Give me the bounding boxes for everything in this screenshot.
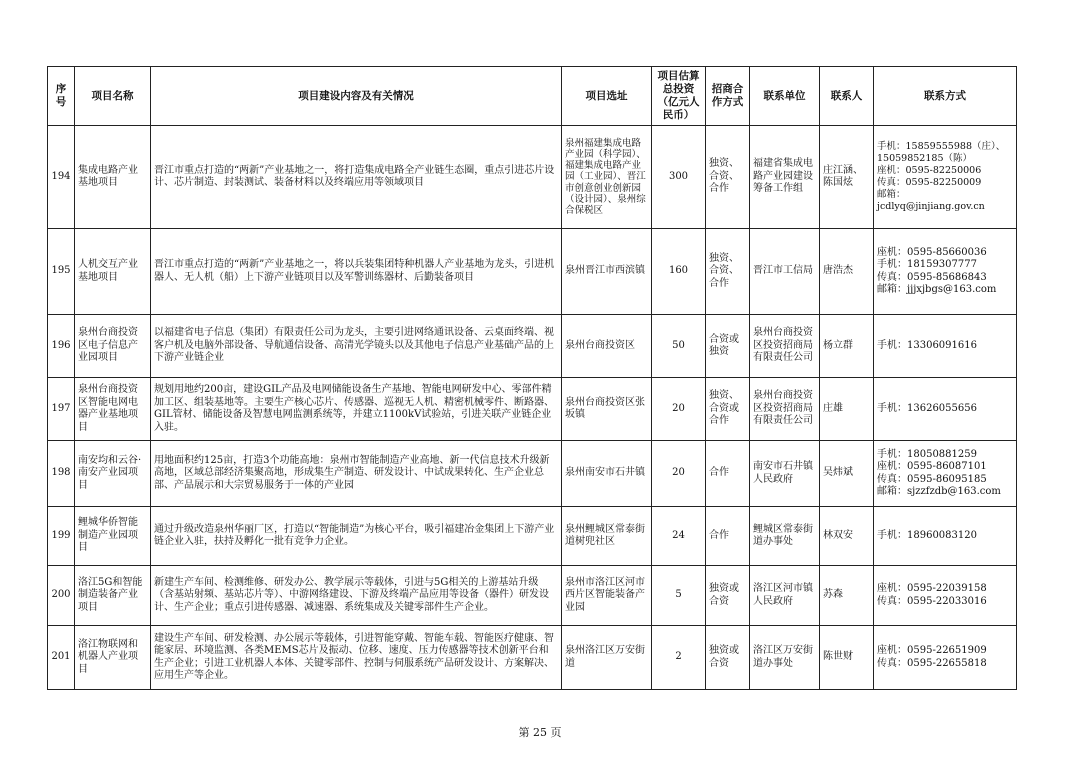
row-mode: 独资、合资或合作 bbox=[706, 378, 750, 441]
project-table bbox=[47, 66, 1017, 690]
page-number: 第 25 页 bbox=[518, 726, 562, 739]
row-contact: 手机：13626055656 bbox=[874, 378, 1017, 441]
row-content: 建设生产车间、研发检测、办公展示等载体，引进智能穿戴、智能车载、智能医疗健康、智能家居、环境监测、各类MEMS芯片及振动、位移、速度、压力传感器等技术创新平台和生产企业；引进工业机器人本体、关键零部件、控制与伺服系统产品研发设计、方案解决、应用生产等企业。 bbox=[151, 626, 562, 690]
row-contact: 手机：13306091616 bbox=[874, 315, 1017, 378]
row-mode: 独资、合资、合作 bbox=[706, 126, 750, 229]
row-mode: 独资或合资 bbox=[706, 626, 750, 690]
row-unit: 南安市石井镇人民政府 bbox=[750, 441, 820, 507]
row-unit: 泉州台商投资区投资招商局有限责任公司 bbox=[750, 315, 820, 378]
row-name: 泉州台商投资区电子信息产业园项目 bbox=[75, 315, 151, 378]
table-row bbox=[48, 566, 1017, 626]
row-investment: 50 bbox=[652, 315, 706, 378]
row-investment: 2 bbox=[652, 626, 706, 690]
row-contact: 手机：18050881259 座机：0595-86087101 传真：0595-86095185 邮箱：sjzzfzdb@163.com bbox=[874, 441, 1017, 507]
row-contact: 座机：0595-85660036 手机：18159307777 传真：0595-85686843 邮箱：jjjxjbgs@163.com bbox=[874, 229, 1017, 315]
row-seq: 195 bbox=[48, 229, 75, 315]
row-site: 泉州晋江市西滨镇 bbox=[562, 229, 652, 315]
header-seq: 序号 bbox=[48, 67, 75, 126]
table-row bbox=[48, 626, 1017, 690]
row-content: 规划用地约200亩，建设GIL产品及电网储能设备生产基地、智能电网研发中心、零部件精加工区、组装基地等。主要生产核心芯片、传感器、巡视无人机、精密机械零件、断路器、GIL管材、储能设备及智慧电网监测系统等，并建立1100kV试验站，引进关联产业链企业入驻。 bbox=[151, 378, 562, 441]
table-row bbox=[48, 315, 1017, 378]
row-content: 通过升级改造泉州华丽厂区，打造以“智能制造”为核心平台，吸引福建冶金集团上下游产业链企业入驻，扶持及孵化一批有竞争力企业。 bbox=[151, 507, 562, 566]
row-content: 以福建省电子信息（集团）有限责任公司为龙头，主要引进网络通讯设备、云桌面终端、视客户机及电脑外部设备、导航通信设备、高清光学镜头以及其他电子信息产业基础产品的上下游产业链企业 bbox=[151, 315, 562, 378]
table-row bbox=[48, 229, 1017, 315]
row-person: 苏森 bbox=[820, 566, 874, 626]
row-seq: 198 bbox=[48, 441, 75, 507]
row-investment: 20 bbox=[652, 441, 706, 507]
row-person: 唐浩杰 bbox=[820, 229, 874, 315]
row-content: 晋江市重点打造的“两新”产业基地之一，将打造集成电路全产业链生态圈，重点引进芯片设计、芯片制造、封装测试、装备材料以及终端应用等领域项目 bbox=[151, 126, 562, 229]
row-name: 鲤城华侨智能制造产业园项目 bbox=[75, 507, 151, 566]
row-unit: 洛江区河市镇人民政府 bbox=[750, 566, 820, 626]
table-row bbox=[48, 507, 1017, 566]
row-person: 杨立群 bbox=[820, 315, 874, 378]
row-unit: 福建省集成电路产业园建设筹备工作组 bbox=[750, 126, 820, 229]
header-content: 项目建设内容及有关情况 bbox=[151, 67, 562, 126]
row-person: 陈世财 bbox=[820, 626, 874, 690]
row-mode: 独资或合资 bbox=[706, 566, 750, 626]
row-name: 人机交互产业基地项目 bbox=[75, 229, 151, 315]
row-seq: 201 bbox=[48, 626, 75, 690]
table-row bbox=[48, 378, 1017, 441]
row-contact: 手机：15859555988（庄）、15059852185（陈） 座机：0595-82250006 传真：0595-82250009 邮箱：jcdlyq@jinjiang.gov.cn bbox=[874, 126, 1017, 229]
row-content: 用地面积约125亩，打造3个功能高地：泉州市智能制造产业高地、新一代信息技术升级新高地，区域总部经济集聚高地，形成集生产制造、研发设计、中试成果转化、生产企业总部、产品展示和大宗贸易服务于一体的产业园 bbox=[151, 441, 562, 507]
row-person: 林双安 bbox=[820, 507, 874, 566]
row-name: 洛江5G和智能制造装备产业项目 bbox=[75, 566, 151, 626]
row-name: 泉州台商投资区智能电网电器产业基地项目 bbox=[75, 378, 151, 441]
header-unit: 联系单位 bbox=[750, 67, 820, 126]
row-site: 泉州台商投资区 bbox=[562, 315, 652, 378]
row-mode: 独资、合资、合作 bbox=[706, 229, 750, 315]
header-contact: 联系方式 bbox=[874, 67, 1017, 126]
row-investment: 300 bbox=[652, 126, 706, 229]
row-site: 泉州南安市石井镇 bbox=[562, 441, 652, 507]
row-name: 洛江物联网和机器人产业项目 bbox=[75, 626, 151, 690]
row-mode: 合作 bbox=[706, 507, 750, 566]
row-mode: 合资或独资 bbox=[706, 315, 750, 378]
row-investment: 160 bbox=[652, 229, 706, 315]
row-site: 泉州鲤城区常泰街道树兜社区 bbox=[562, 507, 652, 566]
table-row bbox=[48, 126, 1017, 229]
row-site: 泉州福建集成电路产业园（科学园）、福建集成电路产业园（工业园）、晋江市创意创业创新园（设计园）、泉州综合保税区 bbox=[562, 126, 652, 229]
row-unit: 鲤城区常泰街道办事处 bbox=[750, 507, 820, 566]
row-site: 泉州洛江区万安街道 bbox=[562, 626, 652, 690]
header-person: 联系人 bbox=[820, 67, 874, 126]
row-name: 集成电路产业基地项目 bbox=[75, 126, 151, 229]
header-name: 项目名称 bbox=[75, 67, 151, 126]
row-unit: 洛江区万安街道办事处 bbox=[750, 626, 820, 690]
row-seq: 199 bbox=[48, 507, 75, 566]
header-row bbox=[48, 67, 1017, 126]
row-seq: 194 bbox=[48, 126, 75, 229]
row-contact: 手机：18960083120 bbox=[874, 507, 1017, 566]
header-site: 项目选址 bbox=[562, 67, 652, 126]
row-contact: 座机：0595-22039158 传真：0595-22033016 bbox=[874, 566, 1017, 626]
row-site: 泉州台商投资区张坂镇 bbox=[562, 378, 652, 441]
row-person: 吴炜斌 bbox=[820, 441, 874, 507]
row-person: 庄雄 bbox=[820, 378, 874, 441]
row-seq: 197 bbox=[48, 378, 75, 441]
table-row bbox=[48, 441, 1017, 507]
row-investment: 20 bbox=[652, 378, 706, 441]
header-investment: 项目估算总投资（亿元人民币） bbox=[652, 67, 706, 126]
row-unit: 晋江市工信局 bbox=[750, 229, 820, 315]
row-unit: 泉州台商投资区投资招商局有限责任公司 bbox=[750, 378, 820, 441]
row-investment: 24 bbox=[652, 507, 706, 566]
row-site: 泉州市洛江区河市西片区智能装备产业园 bbox=[562, 566, 652, 626]
row-investment: 5 bbox=[652, 566, 706, 626]
row-content: 新建生产车间、检测维修、研发办公、教学展示等载体，引进与5G相关的上游基站升级（含基站射频、基站芯片等）、中游网络建设、下游及终端产品应用等设备（器件）研发设计、生产企业；重点引进传感器、减速器、系统集成及关键零部件生产企业。 bbox=[151, 566, 562, 626]
row-seq: 200 bbox=[48, 566, 75, 626]
row-mode: 合作 bbox=[706, 441, 750, 507]
row-contact: 座机：0595-22651909 传真：0595-22655818 bbox=[874, 626, 1017, 690]
row-seq: 196 bbox=[48, 315, 75, 378]
row-name: 南安均和云谷·南安产业园项目 bbox=[75, 441, 151, 507]
row-person: 庄江涵、陈国炫 bbox=[820, 126, 874, 229]
header-mode: 招商合作方式 bbox=[706, 67, 750, 126]
row-content: 晋江市重点打造的“两新”产业基地之一，将以兵装集团特种机器人产业基地为龙头，引进机器人、无人机（船）上下游产业链项目以及军警训练器材、后勤装备项目 bbox=[151, 229, 562, 315]
